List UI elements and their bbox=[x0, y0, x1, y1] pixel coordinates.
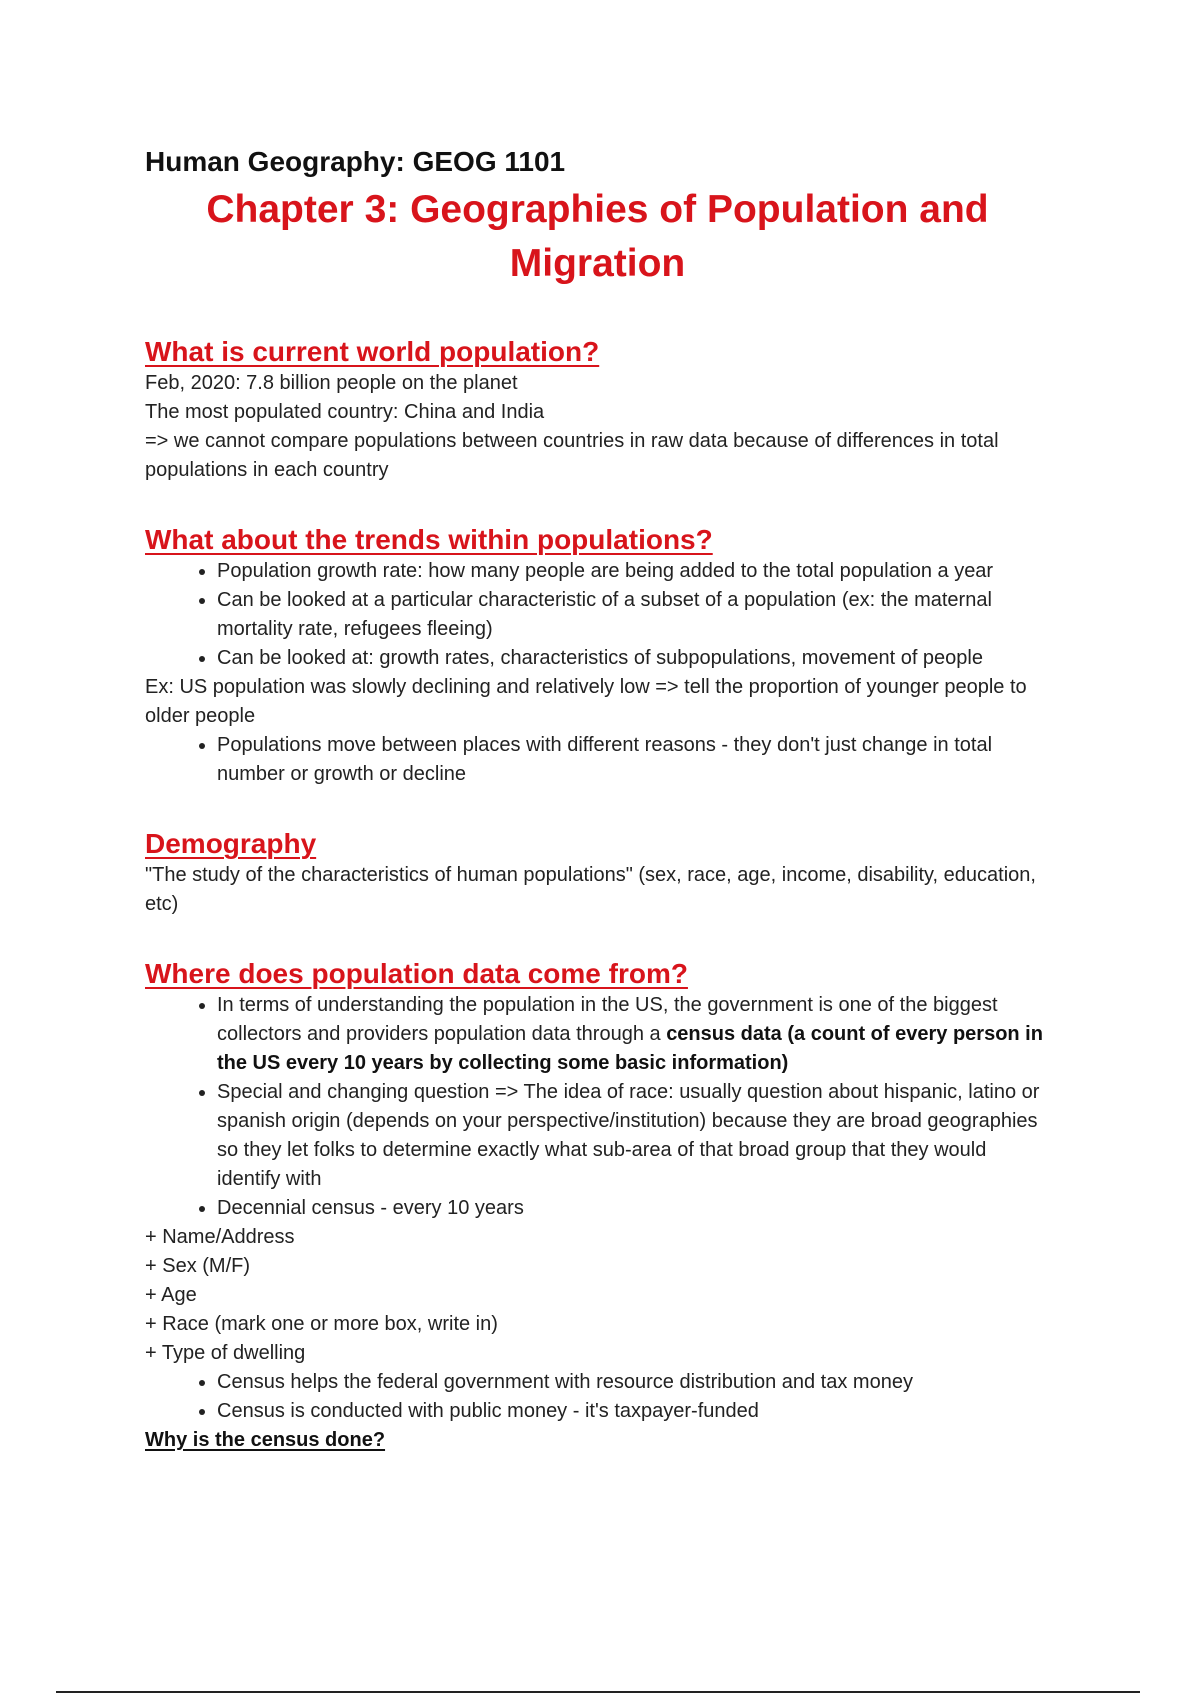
list-item: • Special and changing question => The idea of race: usually question about hispanic, latino or spanish origin (depends on your perspective/institution) because they are broad geographies so they let folks to determine exactly what sub-area of that broad group that they would identify with bbox=[217, 1078, 1050, 1194]
subheading-why-census: Why is the census done? bbox=[145, 1429, 386, 1451]
list-item bbox=[217, 991, 1050, 1078]
list-item: • Decennial census - every 10 years bbox=[217, 1194, 1050, 1223]
bullet-list bbox=[145, 991, 1050, 1223]
list-item: • Can be looked at: growth rates, characteristics of subpopulations, movement of people bbox=[217, 644, 1050, 673]
plus-item: + Name/Address bbox=[145, 1226, 295, 1248]
bullet-list bbox=[145, 731, 1050, 789]
bullet-list bbox=[145, 557, 1050, 673]
section-demography bbox=[145, 827, 1050, 919]
section-heading: Demography bbox=[145, 828, 317, 859]
plus-item: + Age bbox=[145, 1284, 197, 1306]
list-item: • Can be looked at a particular characteristic of a subset of a population (ex: the maternal mortality rate, refugees fleeing) bbox=[217, 586, 1050, 644]
section-trends bbox=[145, 523, 1050, 789]
plus-item: + Race (mark one or more box, write in) bbox=[145, 1313, 498, 1335]
section-heading: Where does population data come from? bbox=[145, 958, 688, 989]
page-bottom-divider bbox=[56, 1691, 1140, 1693]
course-title: Human Geography: GEOG 1101 bbox=[145, 146, 566, 177]
chapter-title: Chapter 3: Geographies of Population and Migration bbox=[206, 188, 989, 285]
list-item: • Census is conducted with public money - it's taxpayer-funded bbox=[217, 1397, 1050, 1426]
text-line: => we cannot compare populations between countries in raw data because of differences in total populations in each country bbox=[145, 430, 999, 481]
section-heading: What about the trends within populations? bbox=[145, 524, 713, 555]
document-page bbox=[145, 145, 1050, 1455]
list-item: • Population growth rate: how many people are being added to the total population a year bbox=[217, 557, 1050, 586]
list-item: • Census helps the federal government with resource distribution and tax money bbox=[217, 1368, 1050, 1397]
text-line: "The study of the characteristics of human populations" (sex, race, age, income, disability, education, etc) bbox=[145, 864, 1036, 915]
example-text: Ex: US population was slowly declining and relatively low => tell the proportion of younger people to older people bbox=[145, 676, 1027, 727]
list-item: • Populations move between places with different reasons - they don't just change in total number or growth or decline bbox=[217, 731, 1050, 789]
bullet-list bbox=[145, 1368, 1050, 1426]
text-line: Feb, 2020: 7.8 billion people on the planet bbox=[145, 372, 518, 394]
plus-item: + Sex (M/F) bbox=[145, 1255, 251, 1277]
plus-item: + Type of dwelling bbox=[145, 1342, 306, 1364]
section-heading: What is current world population? bbox=[145, 336, 600, 367]
section-data-sources bbox=[145, 957, 1050, 1455]
census-definition: census data (a count of every person in the US every 10 years by collecting some basic information) bbox=[217, 1023, 1043, 1074]
section-world-population bbox=[145, 335, 1050, 485]
text-line: The most populated country: China and India bbox=[145, 401, 545, 423]
list-item-text: In terms of understanding the population in the US, the government is one of the biggest collectors and providers population data through a bbox=[217, 994, 998, 1045]
